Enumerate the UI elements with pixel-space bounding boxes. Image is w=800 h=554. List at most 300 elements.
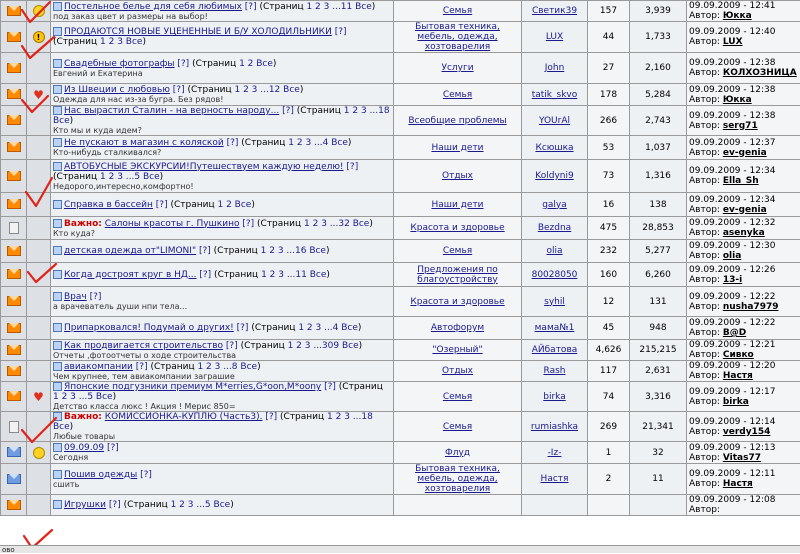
topic-description: Одежда для нас из-за бугра. Без рядов! (53, 95, 391, 104)
author-link[interactable]: АЙбатова (532, 345, 578, 355)
last-post-author-link[interactable]: 13-i (723, 275, 742, 285)
replies-count: 160 (588, 263, 630, 287)
topic-title-link[interactable]: Припарковался! Подумай о других! (64, 323, 234, 333)
views-count: 2,743 (630, 106, 687, 136)
last-post-cell (687, 340, 800, 361)
topic-icon (53, 106, 62, 115)
topic-row (1, 361, 800, 382)
envelope-icon (7, 171, 21, 181)
topic-title-link[interactable]: ПРОДАЮТСЯ НОВЫЕ УЦЕНЕННЫЕ И Б/У ХОЛОДИЛЬНИКИ (64, 27, 332, 37)
topic-title-link[interactable]: Пошив одежды (64, 470, 137, 480)
envelope-icon (7, 63, 21, 73)
replies-count: 74 (588, 382, 630, 412)
topic-title-link[interactable]: Не пускают в магазин с коляской (64, 138, 224, 148)
topic-title-link[interactable]: Когда достроят круг в НД... (64, 270, 197, 280)
last-post-date: 09.09.2009 - 12:38 (689, 111, 798, 121)
topic-help-link[interactable]: [?] (346, 162, 358, 172)
topic-help-link[interactable]: [?] (242, 219, 254, 229)
author-cell (522, 495, 588, 516)
envelope-icon (7, 269, 21, 279)
forum-link[interactable]: Отдых (442, 366, 473, 376)
topic-icon (53, 382, 62, 391)
views-count: 131 (630, 287, 687, 317)
forum-link[interactable]: Наши дети (431, 143, 483, 153)
topic-cell: Постельное белье для себя любимых [?] (Страниц 1 2 3 ...11 Все) под заказ цвет и размеры на выбор! (51, 1, 394, 22)
pages-links[interactable]: 1 2 3 ...11 Все (261, 270, 326, 280)
forum-cell (394, 106, 522, 136)
topic-description: сшить (53, 480, 391, 489)
author-link[interactable]: galya (542, 200, 567, 210)
topic-title-link[interactable]: Врач (64, 292, 87, 302)
topic-row (1, 22, 800, 53)
topic-icon (53, 85, 62, 94)
topic-row (1, 317, 800, 340)
forum-link[interactable]: Семья (443, 6, 472, 16)
envelope-icon (7, 391, 21, 401)
forum-cell (394, 464, 522, 495)
pages-links[interactable]: 1 2 3 ...4 Все (298, 323, 358, 333)
forum-link[interactable]: Бытовая техника, мебель, одежда, хозтоварелия (415, 464, 500, 494)
views-count: 2,631 (630, 361, 687, 382)
last-post-author (689, 176, 798, 186)
last-post-cell (687, 361, 800, 382)
topic-title-link[interactable]: Как продвигается строительство (64, 341, 223, 351)
topic-status-cell (1, 217, 27, 240)
last-post-cell (687, 22, 800, 53)
pages-links[interactable]: 1 2 3 ...18 Все (53, 106, 390, 126)
author-link[interactable]: tatik_skvo (532, 90, 578, 100)
forum-link[interactable]: Наши дети (431, 200, 483, 210)
topic-status-cell (1, 136, 27, 160)
topic-help-link[interactable]: [?] (109, 500, 121, 510)
author-prefix: Автор: (689, 427, 720, 437)
topic-status-cell (1, 287, 27, 317)
topic-cell: Как продвигается строительство [?] (Страниц 1 2 3 ...309 Все) Отчеты ,фотоотчеты о ходе строительства (51, 340, 394, 361)
pages-links[interactable]: 1 2 Все (217, 200, 251, 210)
topic-cell (51, 442, 394, 464)
topic-icon (53, 362, 62, 371)
topic-cell: Когда достроят круг в НД... [?] (Страниц 1 2 3 ...11 Все) (51, 263, 394, 287)
last-post-date: 09.09.2009 - 12:14 (689, 417, 798, 427)
views-count: 215,215 (630, 340, 687, 361)
pages-label: Страниц (342, 382, 383, 392)
topic-title-link[interactable]: Справка в бассейн (64, 200, 153, 210)
replies-count: 27 (588, 53, 630, 84)
author-link[interactable]: olia (546, 246, 562, 256)
topic-icon (53, 27, 62, 36)
forum-link[interactable]: Красота и здоровье (410, 223, 504, 233)
topic-description: Евгений и Екатерина (53, 69, 391, 78)
last-post-cell (687, 495, 800, 516)
last-post-date: 09.09.2009 - 12:22 (689, 318, 798, 328)
pages-links[interactable]: 1 2 3 ...12 Все (234, 85, 299, 95)
forum-link[interactable]: Семья (443, 392, 472, 402)
author-cell (522, 240, 588, 263)
forum-link[interactable]: Флуд (445, 448, 470, 458)
replies-count: 53 (588, 136, 630, 160)
pages-label: Страниц (255, 323, 296, 333)
topic-mood-cell (27, 340, 51, 361)
pages-label: Страниц (284, 412, 325, 422)
important-label: Важно: (64, 412, 102, 422)
last-post-author-link[interactable]: ev-genia (723, 148, 767, 158)
topic-title-link[interactable]: Нас вырастил Сталин - на верность народу... (64, 106, 279, 116)
topic-title-link[interactable]: авиакомпании (64, 362, 133, 372)
topic-help-link[interactable]: [?] (227, 138, 239, 148)
forum-cell (394, 495, 522, 516)
topic-description: а врачеватель души нпи тела... (53, 302, 391, 311)
last-post-author-link[interactable]: nusha7979 (723, 302, 779, 312)
author-prefix: Автор: (689, 68, 720, 78)
replies-count: 117 (588, 361, 630, 382)
author-link[interactable]: John (545, 63, 565, 73)
topic-title-link[interactable]: Постельное белье для себя любимых (64, 2, 242, 12)
last-post-author-link[interactable]: LUX (723, 37, 743, 47)
topic-row (1, 1, 800, 22)
topic-description: Кто мы и куда идем? (53, 126, 391, 135)
last-post-date: 09.09.2009 - 12:13 (689, 443, 798, 453)
pages-links[interactable]: 1 2 3 ...5 Все (171, 500, 231, 510)
warning-icon: ! (33, 31, 45, 43)
pages-links[interactable]: 1 2 3 ...5 Все (53, 392, 113, 402)
topic-title-link[interactable]: КОМИССИОНКА-КУПЛЮ (Часть3). (105, 412, 263, 422)
topic-icon (53, 59, 62, 68)
author-link[interactable]: Koldyni9 (535, 171, 573, 181)
topic-row (1, 106, 800, 136)
replies-count: 73 (588, 160, 630, 193)
forum-link[interactable]: Всеобщие проблемы (408, 116, 506, 126)
pages-label: Страниц (217, 246, 258, 256)
views-count: 1,037 (630, 136, 687, 160)
topic-status-cell (1, 84, 27, 106)
forum-link[interactable]: Автофорум (431, 323, 484, 333)
topic-mood-cell (27, 22, 51, 53)
topic-title-link[interactable]: Игрушки (64, 500, 106, 510)
pages-links[interactable]: 1 2 3 ...8 Все (197, 362, 257, 372)
forum-link[interactable]: Предложения по благоустройству (417, 265, 498, 285)
pages-links[interactable]: 1 2 Все (239, 59, 273, 69)
last-post-author-link[interactable]: verdy154 (723, 427, 771, 437)
envelope-icon (7, 296, 21, 306)
author-prefix: Автор: (689, 148, 720, 158)
last-post-author-link[interactable]: Ella_Sh (723, 176, 759, 186)
last-post-cell (687, 287, 800, 317)
replies-count: 475 (588, 217, 630, 240)
topic-help-link[interactable]: [?] (335, 27, 347, 37)
last-post-cell (687, 382, 800, 412)
author-cell (522, 287, 588, 317)
last-post-cell (687, 412, 800, 442)
last-post-author (689, 95, 798, 105)
last-post-author-link[interactable]: Настя (723, 479, 753, 489)
last-post-date: 09.09.2009 - 12:38 (689, 85, 798, 95)
forum-link[interactable]: "Озерный" (432, 345, 482, 355)
envelope-icon (7, 89, 21, 99)
forum-cell (394, 53, 522, 84)
envelope-icon (7, 474, 21, 484)
topic-cell: Игрушки [?] (Страниц 1 2 3 ...5 Все) (51, 495, 394, 516)
views-count: 5,277 (630, 240, 687, 263)
last-post-author-link[interactable]: Vitas77 (723, 453, 761, 463)
forum-link[interactable]: Бытовая техника, мебель, одежда, хозтоварелия (415, 22, 500, 52)
topic-status-cell (1, 317, 27, 340)
author-link[interactable]: YOUrAl (539, 116, 570, 126)
envelope-icon (7, 199, 21, 209)
topic-mood-cell (27, 193, 51, 217)
topic-title-link[interactable]: Салоны красоты г. Пушкино (105, 219, 240, 229)
topic-help-link[interactable]: [?] (226, 341, 238, 351)
pages-links[interactable]: 1 2 3 ...32 Все (304, 219, 369, 229)
forum-link[interactable]: Семья (443, 422, 472, 432)
topic-help-link[interactable]: [?] (107, 443, 119, 453)
author-cell (522, 263, 588, 287)
author-link[interactable]: 80028050 (532, 270, 578, 280)
topic-help-link[interactable]: [?] (173, 85, 185, 95)
author-cell (522, 160, 588, 193)
author-link[interactable]: -Iz- (548, 448, 562, 458)
replies-count: 269 (588, 412, 630, 442)
pages-links[interactable]: 1 2 3 ...309 Все (288, 341, 359, 351)
topic-cell: Припарковался! Подумай о других! [?] (Страниц 1 2 3 ...4 Все) (51, 317, 394, 340)
author-cell (522, 412, 588, 442)
last-post-author-link[interactable]: olia (723, 251, 741, 261)
last-post-date: 09.09.2009 - 12:08 (689, 495, 798, 505)
views-count: 2,160 (630, 53, 687, 84)
topic-mood-cell (27, 442, 51, 464)
topic-cell: авиакомпании [?] (Страниц 1 2 3 ...8 Все) Чем крупнее, тем авиакомпании заграшие (51, 361, 394, 382)
topic-help-link[interactable]: [?] (282, 106, 294, 116)
topic-title-link[interactable]: Из Швеции с любовью (64, 85, 170, 95)
author-cell (522, 382, 588, 412)
last-post-author-link[interactable]: Юкка (723, 95, 752, 105)
last-post-date: 09.09.2009 - 12:21 (689, 340, 798, 350)
topic-row (1, 263, 800, 287)
topic-help-link[interactable]: [?] (177, 59, 189, 69)
last-post-author (689, 371, 798, 381)
author-cell (522, 84, 588, 106)
topic-help-link[interactable]: [?] (140, 470, 152, 480)
author-link[interactable]: Светик39 (532, 6, 577, 16)
topic-icon (53, 412, 62, 421)
pages-links[interactable]: 1 2 3 ...4 Все (288, 138, 348, 148)
topic-cell: Японские подгузники премиум M*erries,G*oon,M*oony [?] (Страниц 1 2 3 ...5 Все) Детство класса люкс ! Акция ! Мерис 850= (51, 382, 394, 412)
forum-cell (394, 287, 522, 317)
forum-link[interactable]: Красота и здоровье (410, 297, 504, 307)
last-post-cell (687, 464, 800, 495)
topic-help-link[interactable]: [?] (136, 362, 148, 372)
author-cell (522, 442, 588, 464)
topic-mood-cell (27, 53, 51, 84)
author-cell (522, 361, 588, 382)
topic-status-cell (1, 53, 27, 84)
author-cell (522, 464, 588, 495)
topic-title-link[interactable]: 09.09.09 (64, 443, 104, 453)
forum-link[interactable]: Отдых (442, 171, 473, 181)
pages-label: Страниц (218, 270, 259, 280)
replies-count: 44 (588, 22, 630, 53)
last-post-author-link[interactable]: asenyka (723, 228, 765, 238)
topic-cell: Свадебные фотографы [?] (Страниц 1 2 Все) Евгений и Екатерина (51, 53, 394, 84)
topic-help-link[interactable]: [?] (156, 200, 168, 210)
topic-row (1, 495, 800, 516)
last-post-author (689, 251, 798, 261)
last-post-author-link[interactable]: serg71 (723, 121, 758, 131)
topic-description: Детство класса люкс ! Акция ! Мерис 850= (53, 402, 391, 411)
topic-help-link[interactable]: [?] (245, 2, 257, 12)
last-post-author (689, 205, 798, 215)
last-post-date: 09.09.2009 - 12:32 (689, 218, 798, 228)
last-post-cell (687, 193, 800, 217)
topic-row (1, 442, 800, 464)
last-post-author (689, 505, 798, 515)
replies-count: 157 (588, 1, 630, 22)
topic-help-link[interactable]: [?] (199, 270, 211, 280)
envelope-icon (7, 366, 21, 376)
replies-count: 4,626 (588, 340, 630, 361)
topic-status-cell (1, 442, 27, 464)
author-prefix: Автор: (689, 37, 720, 47)
last-post-author (689, 302, 798, 312)
topic-help-link[interactable]: [?] (90, 292, 102, 302)
last-post-cell (687, 217, 800, 240)
author-prefix: Автор: (689, 95, 720, 105)
pages-links[interactable]: 1 2 3 ...16 Все (261, 246, 326, 256)
topic-cell: Не пускают в магазин с коляской [?] (Страниц 1 2 3 ...4 Все) Кто-нибудь сталкивался? (51, 136, 394, 160)
last-post-author (689, 350, 798, 360)
forum-link[interactable]: Услуги (441, 63, 473, 73)
topic-help-link[interactable]: [?] (324, 382, 336, 392)
author-prefix: Автор: (689, 275, 720, 285)
last-post-author (689, 427, 798, 437)
topic-description: Отчеты ,фотоотчеты о ходе строительства (53, 351, 391, 360)
last-post-author-link[interactable]: B@D (723, 328, 746, 338)
forum-link[interactable]: Семья (443, 90, 472, 100)
views-count: 5,284 (630, 84, 687, 106)
last-post-date: 09.09.2009 - 12:20 (689, 361, 798, 371)
last-post-author-link[interactable]: Настя (723, 371, 753, 381)
smiley-icon (33, 447, 45, 459)
topic-status-cell (1, 193, 27, 217)
topic-cell: Нас вырастил Сталин - на верность народу... [?] (Страниц 1 2 3 ...18 Все) Кто мы и куда идем? (51, 106, 394, 136)
pages-label: Страниц (263, 2, 304, 12)
author-link[interactable]: LUX (546, 32, 563, 42)
author-link[interactable]: Настя (541, 474, 569, 484)
last-post-author-link[interactable]: birka (723, 397, 749, 407)
author-link[interactable]: Ксюшка (535, 143, 573, 153)
topic-icon (53, 323, 62, 332)
topic-description: Кто-нибудь сталкивался? (53, 148, 391, 157)
last-post-author (689, 11, 798, 21)
topic-cell: детская одежда от"LIMONI" [?] (Страниц 1 2 3 ...16 Все) (51, 240, 394, 263)
author-link[interactable]: Bezdna (538, 223, 571, 233)
topic-icon (53, 270, 62, 279)
replies-count: 2 (588, 464, 630, 495)
author-link[interactable]: rumiashka (531, 422, 578, 432)
topic-status-cell (1, 464, 27, 495)
author-link[interactable]: мама№1 (535, 323, 575, 333)
last-post-author-link[interactable]: ev-genia (723, 205, 767, 215)
topic-row (1, 84, 800, 106)
last-post-author-link[interactable]: Юкка (723, 11, 752, 21)
topic-cell: Важно: Салоны красоты г. Пушкино [?] (Страниц 1 2 3 ...32 Все) Кто куда? (51, 217, 394, 240)
topic-cell: ПРОДАЮТСЯ НОВЫЕ УЦЕНЕННЫЕ И Б/У ХОЛОДИЛЬНИКИ [?] (Страниц 1 2 3 Все) (51, 22, 394, 53)
last-post-cell (687, 106, 800, 136)
pages-links[interactable]: 1 2 3 Все (100, 37, 142, 47)
topic-icon (53, 219, 62, 228)
pages-links[interactable]: 1 2 3 ...5 Все (100, 172, 160, 182)
author-cell (522, 22, 588, 53)
topic-cell: Важно: КОМИССИОНКА-КУПЛЮ (Часть3). [?] (Страниц 1 2 3 ...18 Все) Любые товары (51, 412, 394, 442)
replies-count (588, 495, 630, 516)
author-cell (522, 340, 588, 361)
author-cell (522, 317, 588, 340)
topic-mood-cell (27, 361, 51, 382)
topic-title-link[interactable]: детская одежда от"LIMONI" (64, 246, 196, 256)
pages-links[interactable]: 1 2 3 ...18 Все (53, 412, 373, 432)
last-post-author (689, 228, 798, 238)
author-cell (522, 106, 588, 136)
topic-description: Сегодня (53, 453, 391, 462)
topic-help-link[interactable]: [?] (265, 412, 277, 422)
topic-icon (53, 162, 62, 171)
last-post-author (689, 479, 798, 489)
pages-label: Страниц (191, 85, 232, 95)
replies-count: 12 (588, 287, 630, 317)
topic-cell: Справка в бассейн [?] (Страниц 1 2 Все) (51, 193, 394, 217)
author-link[interactable]: Rash (544, 366, 566, 376)
pages-label: Страниц (196, 59, 237, 69)
topic-row (1, 136, 800, 160)
envelope-icon (7, 6, 21, 16)
author-prefix: Автор: (689, 350, 720, 360)
topic-title-link[interactable]: Японские подгузники премиум M*erries,G*oon,M*oony (64, 382, 321, 392)
topic-row (1, 53, 800, 84)
author-prefix: Автор: (689, 11, 720, 21)
author-prefix: Автор: (689, 121, 720, 131)
author-link[interactable]: syhil (544, 297, 565, 307)
topic-title-link[interactable]: АВТОБУСНЫЕ ЭКСКУРСИИ!Путешествуем каждую неделю! (64, 162, 344, 172)
topic-mood-cell (27, 84, 51, 106)
replies-count: 45 (588, 317, 630, 340)
topic-row (1, 412, 800, 442)
forum-cell (394, 412, 522, 442)
topic-mood-cell (27, 317, 51, 340)
topic-icon (53, 200, 62, 209)
forum-link[interactable]: Семья (443, 246, 472, 256)
topic-cell: АВТОБУСНЫЕ ЭКСКУРСИИ!Путешествуем каждую неделю! [?] (Страниц 1 2 3 ...5 Все) Недорого,интересно,комфортно! (51, 160, 394, 193)
topic-help-link[interactable]: [?] (199, 246, 211, 256)
topic-help-link[interactable]: [?] (237, 323, 249, 333)
topic-description: Чем крупнее, тем авиакомпании заграшие (53, 372, 391, 381)
topic-title-link[interactable]: Свадебные фотографы (64, 59, 175, 69)
last-post-author (689, 275, 798, 285)
topic-row (1, 193, 800, 217)
last-post-cell (687, 240, 800, 263)
last-post-author (689, 397, 798, 407)
last-post-author-link[interactable]: Сивко (723, 350, 754, 360)
last-post-author-link[interactable]: КОЛХОЗНИЦА (723, 68, 797, 78)
envelope-icon (7, 323, 21, 333)
author-prefix: Автор: (689, 176, 720, 186)
pages-links[interactable]: 1 2 3 ...11 Все (306, 2, 371, 12)
views-count: 6,260 (630, 263, 687, 287)
topic-icon (53, 292, 62, 301)
forum-cell (394, 240, 522, 263)
topic-mood-cell (27, 1, 51, 22)
last-post-author (689, 121, 798, 131)
author-prefix: Автор: (689, 205, 720, 215)
author-link[interactable]: birka (543, 392, 565, 402)
